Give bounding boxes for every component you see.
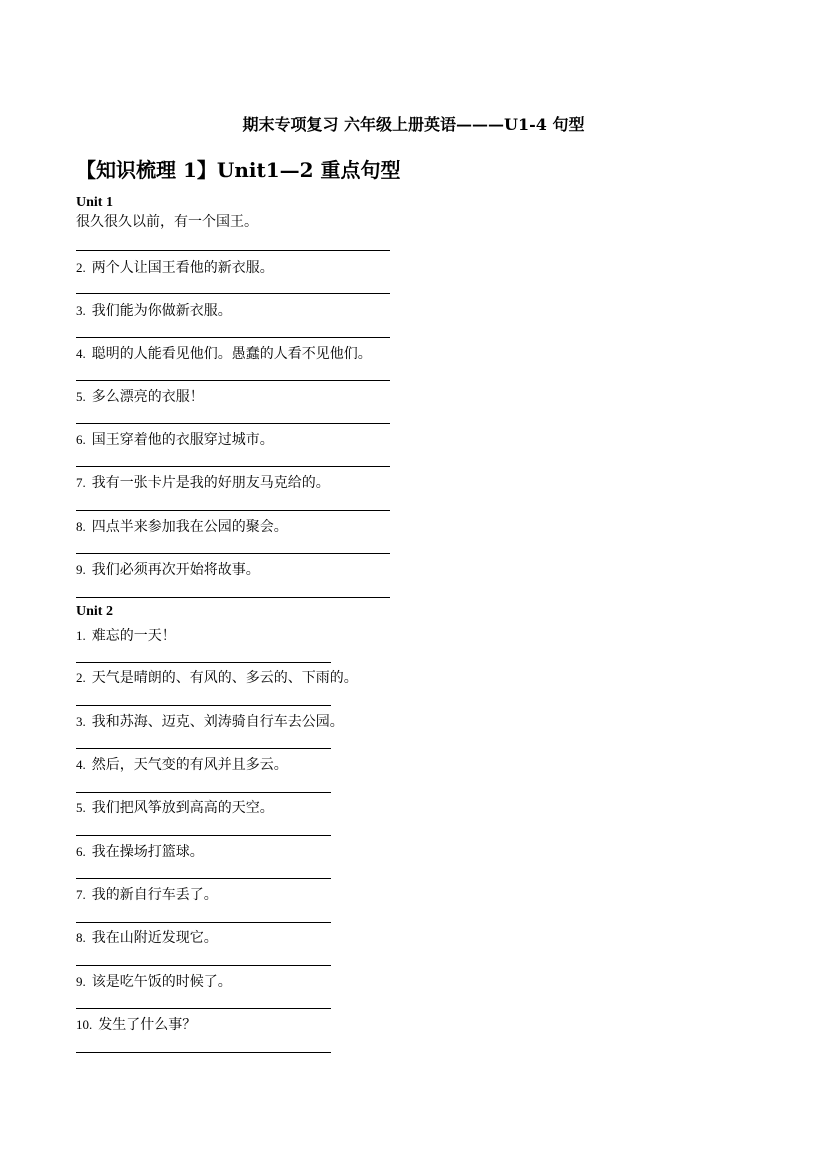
exercise-item [76,516,288,536]
exercise-item [76,472,330,492]
answer-line[interactable] [76,748,331,749]
item-text: 我有一张卡片是我的好朋友马克给的。 [91,475,330,491]
answer-line[interactable] [76,510,390,511]
item-number: 2. [76,260,86,275]
exercise-item [76,754,288,774]
item-number: 6. [76,844,86,859]
item-number: 5. [76,800,86,815]
item-text: 聪明的人能看见他们。愚蠢的人看不见他们。 [91,346,372,362]
item-text: 我在操场打篮球。 [91,844,204,860]
item-number: 10. [76,1017,93,1032]
exercise-item [76,711,344,731]
exercise-item [76,386,204,406]
exercise-item [76,343,372,363]
item-text: 我们能为你做新衣服。 [91,303,232,319]
item-number: 6. [76,432,86,447]
section-heading: 【知识梳理 1】Unit1—2 重点句型 [76,158,401,182]
answer-line[interactable] [76,792,331,793]
exercise-item [76,625,176,645]
item-number: 2. [76,670,86,685]
item-number: 8. [76,519,86,534]
item-number: 8. [76,930,86,945]
item-number: 7. [76,887,86,902]
item-text: 天气是晴朗的、有风的、多云的、下雨的。 [91,670,358,686]
exercise-item [76,797,274,817]
exercise-item [76,927,218,947]
exercise-item [76,559,260,579]
item-text: 四点半来参加我在公园的聚会。 [91,519,288,535]
answer-line[interactable] [76,705,331,706]
item-text: 我和苏海、迈克、刘涛骑自行车去公园。 [91,714,344,730]
answer-line[interactable] [76,1008,331,1009]
exercise-item [76,1014,196,1034]
exercise-item [76,429,274,449]
item-text: 然后，天气变的有风并且多云。 [91,757,288,773]
exercise-item [76,884,218,904]
item-text: 我们把风筝放到高高的天空。 [91,800,274,816]
item-number: 7. [76,475,86,490]
item-text: 多么漂亮的衣服！ [91,389,204,405]
exercise-item [76,667,358,687]
item-number: 5. [76,389,86,404]
answer-line[interactable] [76,878,331,879]
item-text: 发生了什么事？ [98,1017,197,1033]
answer-line[interactable] [76,1052,331,1053]
answer-line[interactable] [76,250,390,251]
item-number: 3. [76,714,86,729]
exercise-item [76,211,258,231]
answer-line[interactable] [76,293,390,294]
item-text: 难忘的一天！ [91,628,176,644]
item-number: 9. [76,974,86,989]
item-text: 我的新自行车丢了。 [91,887,218,903]
item-number: 1. [76,628,86,643]
item-text: 国王穿着他的衣服穿过城市。 [91,432,274,448]
answer-line[interactable] [76,597,390,598]
exercise-item [76,971,232,991]
item-number: 3. [76,303,86,318]
answer-line[interactable] [76,380,390,381]
page-title: 期末专项复习 六年级上册英语———U1-4 句型 [242,115,585,134]
exercise-item [76,257,274,277]
item-number: 9. [76,562,86,577]
answer-line[interactable] [76,965,331,966]
item-text: 我们必须再次开始将故事。 [91,562,260,578]
answer-line[interactable] [76,337,390,338]
item-text: 该是吃午饭的时候了。 [91,974,232,990]
answer-line[interactable] [76,466,390,467]
item-text: 两个人让国王看他的新衣服。 [91,260,274,276]
item-number: 4. [76,757,86,772]
answer-line[interactable] [76,423,390,424]
answer-line[interactable] [76,835,331,836]
answer-line[interactable] [76,553,390,554]
item-text: 我在山附近发现它。 [91,930,218,946]
item-number: 4. [76,346,86,361]
unit-label: Unit 2 [76,604,113,619]
exercise-item [76,841,204,861]
unit-label: Unit 1 [76,195,113,210]
item-text: 很久很久以前，有一个国王。 [76,214,258,230]
exercise-item [76,300,232,320]
answer-line[interactable] [76,662,331,663]
answer-line[interactable] [76,922,331,923]
